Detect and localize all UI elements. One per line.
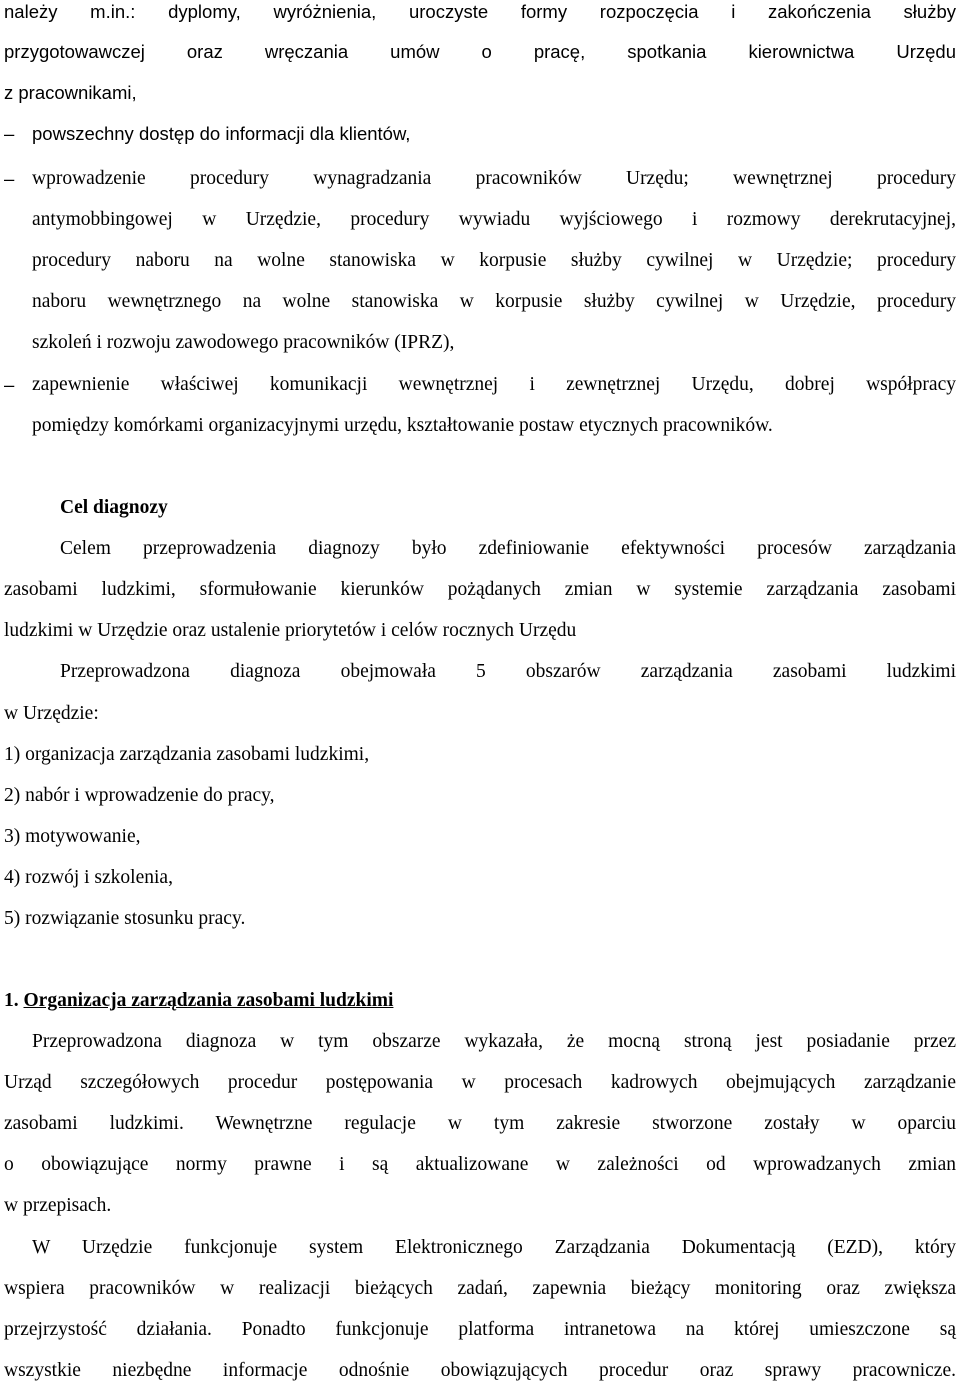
section-number: 1. xyxy=(4,990,19,1011)
text-line: W Urzędzie funkcjonuje system Elektronicznego Zarządzania Dokumentacją (EZD), który xyxy=(32,1237,956,1258)
bullet-item: powszechny dostęp do informacji dla klientów, xyxy=(32,123,411,144)
bullet-item: procedury naboru na wolne stanowiska w korpusie służby cywilnej w Urzędzie; procedury xyxy=(32,250,956,271)
dash-bullet: – xyxy=(4,168,15,189)
section-title xyxy=(4,986,956,1016)
text-line: przygotowawczej oraz wręczania umów o pracę, spotkania kierownictwa Urzędu xyxy=(4,41,956,62)
bullet-item: szkoleń i rozwoju zawodowego pracowników (IPRZ), xyxy=(32,332,455,353)
text-line: zasobami ludzkimi. Wewnętrzne regulacje w tym zakresie stworzone zostały w oparciu xyxy=(4,1113,956,1134)
text-line: w Urzędzie: xyxy=(4,703,99,724)
text-line: Celem przeprowadzenia diagnozy było zdefiniowanie efektywności procesów zarządzania xyxy=(60,538,956,559)
section-heading: Cel diagnozy xyxy=(60,497,168,518)
text-line: z pracownikami, xyxy=(4,82,137,103)
text-line: Urząd szczegółowych procedur postępowania w procesach kadrowych obejmujących zarządzanie xyxy=(4,1072,956,1093)
text-line: o obowiązujące normy prawne i są aktualizowane w zależności od wprowadzanych zmian xyxy=(4,1154,956,1175)
list-item: 5) rozwiązanie stosunku pracy. xyxy=(4,908,246,929)
bullet-item: wprowadzenie procedury wynagradzania pracowników Urzędu; wewnętrznej procedury xyxy=(32,168,956,189)
text-line: Przeprowadzona diagnoza obejmowała 5 obszarów zarządzania zasobami ludzkimi xyxy=(60,661,956,682)
text-line: Przeprowadzona diagnoza w tym obszarze wykazała, że mocną stroną jest posiadanie przez xyxy=(32,1031,956,1052)
text-line: w przepisach. xyxy=(4,1195,112,1216)
bullet-item: naboru wewnętrznego na wolne stanowiska w korpusie służby cywilnej w Urzędzie, procedury xyxy=(32,291,956,312)
list-item: 1) organizacja zarządzania zasobami ludzkimi, xyxy=(4,744,370,765)
dash-bullet: – xyxy=(4,374,15,395)
text-line: ludzkimi w Urzędzie oraz ustalenie priorytetów i celów rocznych Urzędu xyxy=(4,620,577,641)
list-item: 2) nabór i wprowadzenie do pracy, xyxy=(4,785,275,806)
text-line: przejrzystość działania. Ponadto funkcjonuje platforma intranetowa na której umieszczone są xyxy=(4,1319,956,1340)
text-line: wspiera pracowników w realizacji bieżących zadań, zapewnia bieżący monitoring oraz zwiększa xyxy=(4,1278,956,1299)
bullet-item: zapewnienie właściwej komunikacji wewnętrznej i zewnętrznej Urzędu, dobrej współpracy xyxy=(32,374,956,395)
bullet-item: pomiędzy komórkami organizacyjnymi urzędu, kształtowanie postaw etycznych pracowników. xyxy=(32,415,773,436)
list-item: 3) motywowanie, xyxy=(4,826,141,847)
list-item: 4) rozwój i szkolenia, xyxy=(4,867,173,888)
text-line: zasobami ludzkimi, sformułowanie kierunków pożądanych zmian w systemie zarządzania zasobami xyxy=(4,579,956,600)
bullet-item: antymobbingowej w Urzędzie, procedury wywiadu wyjściowego i rozmowy derekrutacyjnej, xyxy=(32,209,956,230)
text-line: należy m.in.: dyplomy, wyróżnienia, uroczyste formy rozpoczęcia i zakończenia służby xyxy=(4,1,956,22)
text-line: wszystkie niezbędne informacje odnośnie obowiązujących procedur oraz sprawy pracownicze. xyxy=(4,1360,956,1381)
section-title-text: Organizacja zarządzania zasobami ludzkimi xyxy=(23,990,394,1011)
dash-bullet: – xyxy=(4,123,15,144)
